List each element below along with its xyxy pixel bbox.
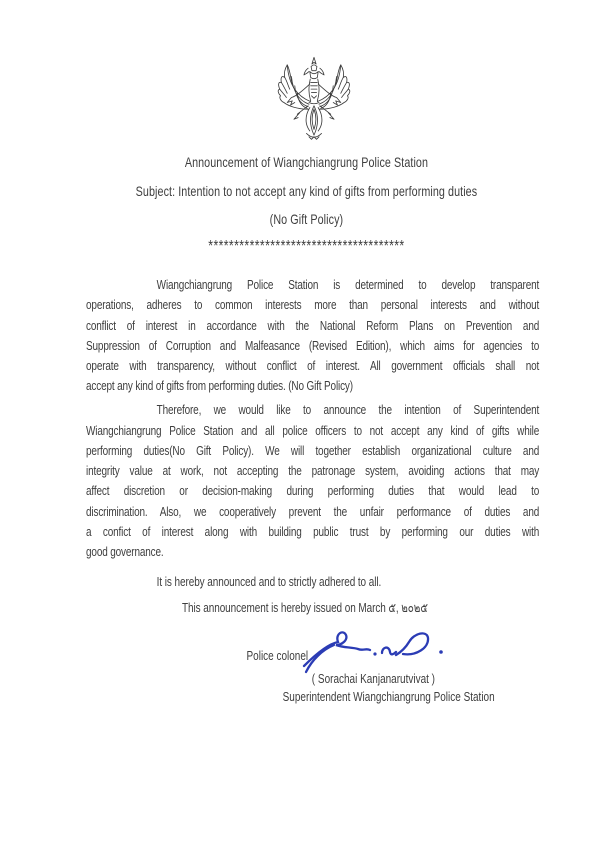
no-gift-policy-line: (No Gift Policy) (269, 211, 344, 228)
paragraph-2 (86, 400, 539, 562)
body-block (86, 275, 539, 618)
asterisk-divider: ************************************** (208, 237, 405, 255)
paragraph-line: a confict of interest along with building public trust by performing our duties with (86, 524, 540, 540)
paragraph-line: Wiangchiangrung Police Station is determined to develop transparent (156, 277, 540, 292)
signatory-position: Superintendent Wiangchiangrung Police Station (282, 689, 495, 704)
closing-line: It is hereby announced and to strictly adhered to all. (156, 573, 382, 589)
paragraph-line: performing duties(No Gift Policy). We will together establish organizational culture and (86, 442, 540, 458)
issued-date-line: This announcement is hereby issued on March ๕, ๒๐๒๕ (182, 599, 428, 615)
paragraph-1 (86, 275, 539, 397)
paragraph-line: Therefore, we would like to announce the intention of Superintendent (156, 402, 540, 418)
paragraph-line: conflict of interest in accordance with the National Reform Plans on Prevention and (86, 317, 540, 333)
signature-rank: Police colonel (246, 648, 309, 663)
paragraph-line: good governance. (86, 544, 164, 560)
subject-line: Subject: Intention to not accept any kind of gifts from performing duties (135, 182, 478, 199)
paragraph-line: affect discretion or decision-making during performing duties that would lead to (86, 483, 540, 499)
handwritten-signature-icon (300, 624, 452, 676)
announcement-title: Announcement of Wiangchiangrung Police Station (184, 154, 429, 170)
paragraph-line: operations, adheres to common interests more than personal interests and without (86, 297, 540, 313)
paragraph-line: Wiangchiangrung Police Station and all police officers to not accept any kind of gifts while (86, 422, 540, 438)
paragraph-line: discrimination. Also, we cooperatively prevent the unfair performance of duties and (86, 503, 540, 519)
signatory-name: ( Sorachai Kanjanarutvivat ) (311, 671, 436, 686)
paragraph-line: Suppression of Corruption and Malfeasance (Revised Edition), which aims for agencies to (86, 337, 540, 353)
paragraph-line: accept any kind of gifts from performing duties. (No Gift Policy) (86, 378, 353, 394)
paragraph-line: integrity value at work, not accepting the patronage system, avoiding actions that may (86, 463, 540, 479)
paragraph-line: operate with transparency, without conflict of interest. All government officials shall not (86, 358, 540, 374)
title-block (0, 148, 613, 260)
